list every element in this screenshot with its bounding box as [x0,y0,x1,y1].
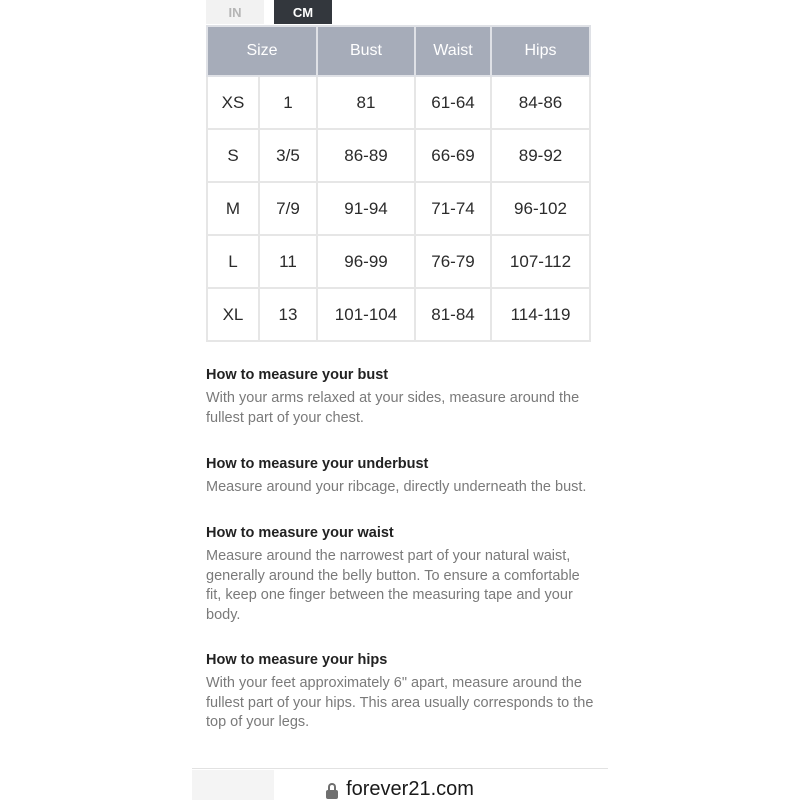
cell-size: XL [207,288,259,341]
cell-size: L [207,235,259,288]
underbust-measure-guide [206,456,596,498]
cell-size-number: 11 [259,235,317,288]
table-row [207,76,590,129]
cell-bust: 96-99 [317,235,415,288]
cell-waist: 76-79 [415,235,491,288]
cell-waist: 81-84 [415,288,491,341]
cell-hips: 107-112 [491,235,590,288]
cell-size: S [207,129,259,182]
cell-waist: 66-69 [415,129,491,182]
underbust-guide-text: Measure around your ribcage, directly underneath the bust. [206,479,587,495]
table-header-row [207,26,590,76]
waist-measure-guide [206,525,596,625]
table-row [207,182,590,235]
cell-waist: 61-64 [415,76,491,129]
table-row [207,288,590,341]
browser-address-bar[interactable] [0,778,800,801]
cell-waist: 71-74 [415,182,491,235]
bust-measure-guide [206,367,596,428]
underbust-guide-title: How to measure your underbust [206,456,429,472]
page-divider [192,768,608,769]
cell-size-number: 7/9 [259,182,317,235]
waist-guide-title: How to measure your waist [206,525,394,541]
cell-bust: 91-94 [317,182,415,235]
table-row [207,129,590,182]
cell-hips: 84-86 [491,76,590,129]
cell-size-number: 3/5 [259,129,317,182]
bust-guide-text: With your arms relaxed at your sides, measure around the fullest part of your chest. [206,390,580,426]
hips-guide-title: How to measure your hips [206,652,388,668]
cell-size: XS [207,76,259,129]
cell-bust: 86-89 [317,129,415,182]
header-waist: Waist [415,26,491,76]
header-hips: Hips [491,26,590,76]
lock-icon [326,783,338,799]
waist-guide-text: Measure around the narrowest part of your natural waist, generally around the belly button. To ensure a comfortable fit, keep one finger between the measuring tape and your body. [206,548,580,623]
bust-guide-title: How to measure your bust [206,367,389,383]
unit-in-button[interactable]: IN [206,0,264,24]
site-domain: forever21.com [346,778,474,800]
cell-hips: 96-102 [491,182,590,235]
cell-size-number: 1 [259,76,317,129]
unit-cm-button[interactable]: CM [274,0,332,24]
cell-hips: 114-119 [491,288,590,341]
cell-size: M [207,182,259,235]
hips-guide-text: With your feet approximately 6" apart, measure around the fullest part of your hips. This area usually corresponds to the top of your legs. [206,675,594,730]
cell-bust: 81 [317,76,415,129]
hips-measure-guide [206,652,596,733]
unit-toggle [206,0,332,24]
size-chart-table [206,25,591,342]
cell-bust: 101-104 [317,288,415,341]
header-size: Size [207,26,317,76]
cell-size-number: 13 [259,288,317,341]
cell-hips: 89-92 [491,129,590,182]
table-row [207,235,590,288]
header-bust: Bust [317,26,415,76]
